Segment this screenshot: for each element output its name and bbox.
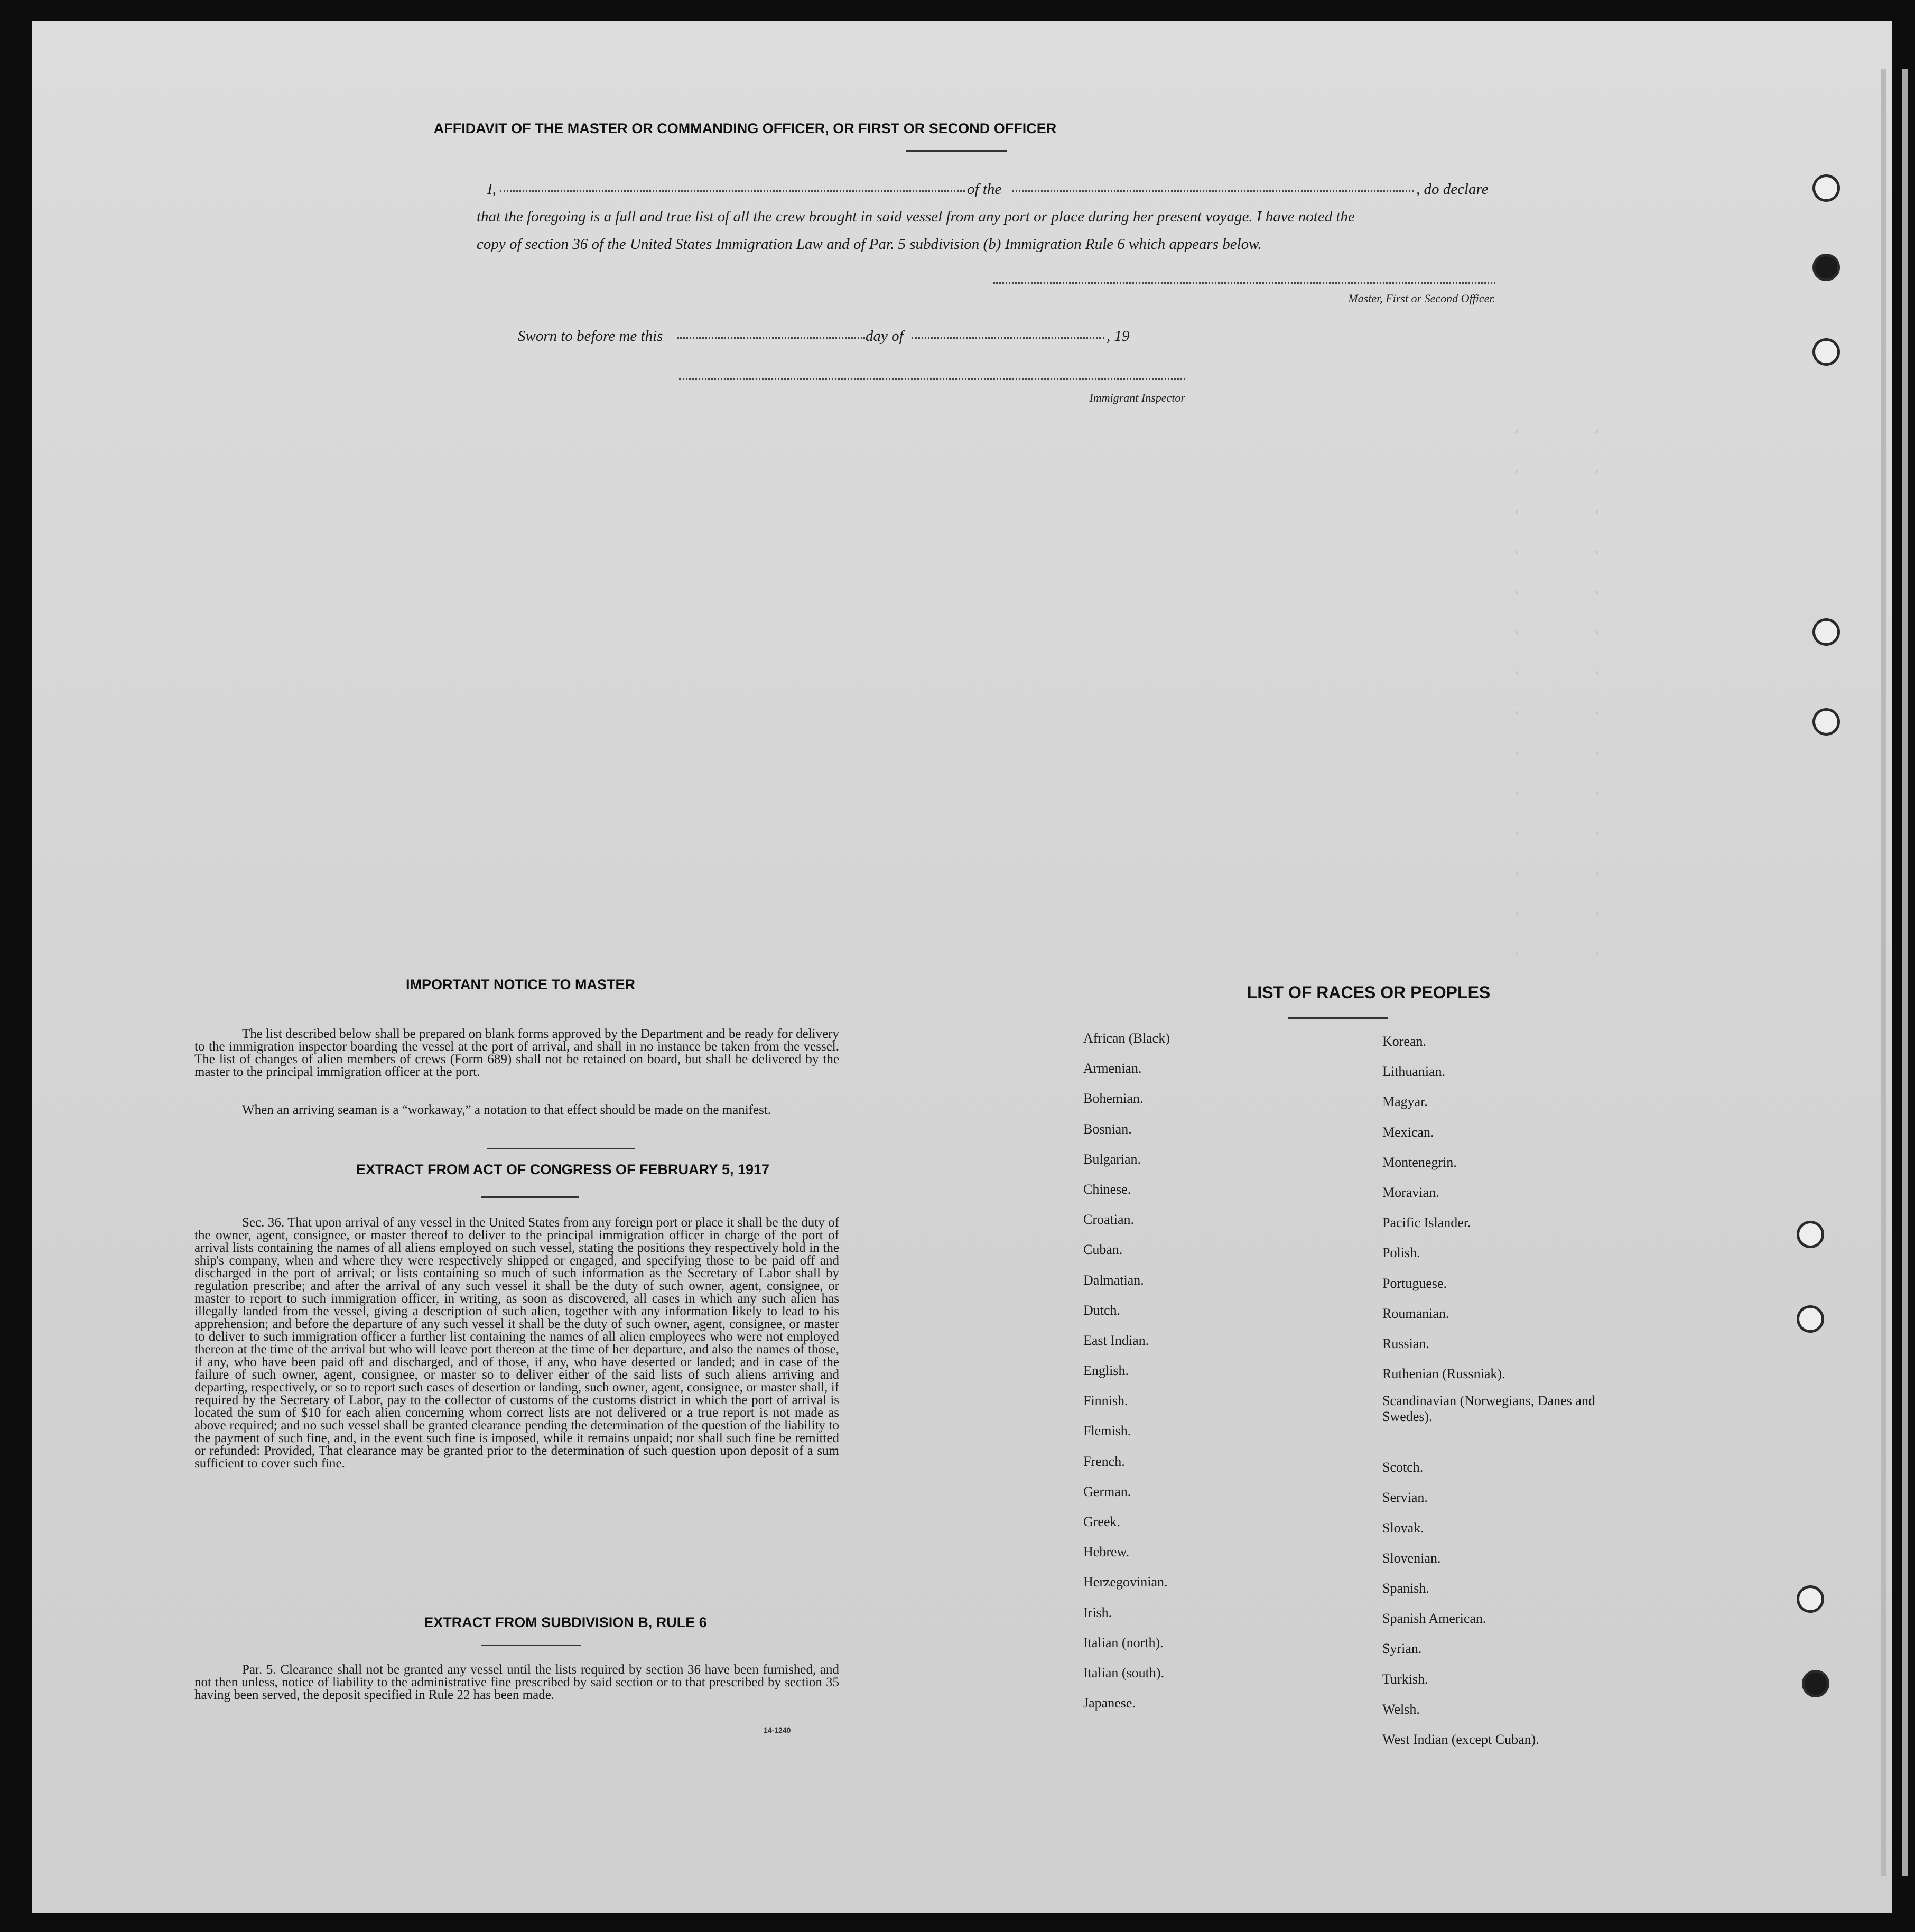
page-edge bbox=[1881, 69, 1886, 1876]
races-list-right bbox=[1382, 1026, 1647, 1754]
race-entry: Flemish. bbox=[1083, 1423, 1131, 1439]
race-entry: Syrian. bbox=[1382, 1641, 1422, 1657]
declarant-label: I, bbox=[487, 181, 496, 198]
section-rule bbox=[481, 1196, 579, 1198]
race-entry: Mexican. bbox=[1382, 1124, 1434, 1140]
race-entry: West Indian (except Cuban). bbox=[1382, 1731, 1539, 1747]
punch-hole bbox=[1812, 618, 1840, 646]
race-entry: Bosnian. bbox=[1083, 1121, 1132, 1137]
rule-title: EXTRACT FROM SUBDIVISION B, RULE 6 bbox=[424, 1614, 707, 1630]
race-entry: Finnish. bbox=[1083, 1393, 1128, 1409]
race-entry: Italian (south). bbox=[1083, 1665, 1165, 1680]
race-entry: French. bbox=[1083, 1453, 1125, 1469]
race-entry: Korean. bbox=[1382, 1034, 1427, 1049]
races-title: LIST OF RACES OR PEOPLES bbox=[1247, 983, 1491, 1002]
race-entry: Italian (north). bbox=[1083, 1634, 1164, 1650]
race-entry: Herzegovinian. bbox=[1083, 1574, 1168, 1590]
punch-hole bbox=[1812, 254, 1840, 281]
of-the-label: of the bbox=[967, 181, 1002, 198]
punch-hole bbox=[1797, 1585, 1824, 1613]
act-section-36-text: Sec. 36. That upon arrival of any vessel in the United States from any foreign port or place it shall be the duty of the owner, agent, consignee, or master thereof to deliver to the principal immigration officer in charge of the port of arrival lists containing the names of all aliens employed on such vessel, stating the positions they respectively hold in the ship's company, when and where they were respectively shipped or engaged, and specifying those to be paid off and discharged in the port of arrival; or lists containing so much of such information as the Secretary of Labor shall by regulation prescribe; and after the arrival of any such vessel it shall be the duty of such owner, agent, consignee, or master to report to such immigration officer, in writing, as soon as discovered, all cases in which any such alien has illegally landed from the vessel, giving a description of such alien, together with any information likely to lead to his apprehension; and before the departure of any such vessel it shall be the duty of such owner, agent, consignee, or master to deliver to such immigration officer a further list containing the names of all alien employees who were not employed thereon at the time of the arrival but who will leave port thereon at the time of her departure, and also the names of those, if any, who have been paid off and discharged, and of those, if any, who have deserted or landed; and in case of the failure of such owner, agent, consignee, or master so to deliver either of the said lists of such aliens arriving and departing, respectively, or so to report such cases of desertion or landing, such owner, agent, consignee, or master shall, if required by the Secretary of Labor, pay to the collector of customs of the customs district in which the port of arrival is located the sum of $10 for each alien concerning whom correct lists are not delivered or a true report is not made as above required; and no such vessel shall be granted clearance pending the determination of the question of the liability to the payment of such fine, and, in the event such fine is imposed, while it remains unpaid; nor shall such fine be remitted or refunded: Provided, That clearance may be granted prior to the determination of such question upon deposit of a sum sufficient to cover such fine. bbox=[194, 1215, 839, 1471]
notice-paragraph-1: The list described below shall be prepared on blank forms approved by the Department and be ready for delivery to the immigration inspector boarding the vessel at the port of arrival, and shall in no instance be taken from the vessel. The list of changes of alien members of crews (Form 689) shall not be retained on board, but shall be delivered by the master to the principal immigration officer at the port. bbox=[194, 1027, 839, 1079]
declaration-line-2: that the foregoing is a full and true list of all the crew brought in said vessel from any port or place during her present voyage. I have noted the bbox=[477, 208, 1355, 225]
race-entry: Japanese. bbox=[1083, 1695, 1136, 1711]
master-caption: Master, First or Second Officer. bbox=[1348, 292, 1495, 305]
inspector-signature-field[interactable] bbox=[679, 378, 1185, 380]
punch-hole bbox=[1802, 1670, 1829, 1697]
punch-hole bbox=[1812, 708, 1840, 736]
race-entry: Chinese. bbox=[1083, 1181, 1131, 1197]
races-list-left bbox=[1083, 1023, 1305, 1718]
master-signature-field[interactable] bbox=[993, 282, 1495, 284]
page-edge bbox=[1902, 69, 1908, 1876]
race-entry: Dutch. bbox=[1083, 1302, 1121, 1318]
race-entry: Welsh. bbox=[1382, 1701, 1420, 1717]
act-title: EXTRACT FROM ACT OF CONGRESS OF FEBRUARY 5, 1917 bbox=[356, 1162, 770, 1177]
race-entry: Moravian. bbox=[1382, 1184, 1439, 1200]
day-of-label: day of bbox=[866, 328, 904, 345]
race-entry: Greek. bbox=[1083, 1514, 1121, 1529]
form-page bbox=[32, 21, 1892, 1913]
race-entry: Cuban. bbox=[1083, 1242, 1123, 1258]
race-entry: Spanish. bbox=[1382, 1581, 1429, 1596]
race-entry: Magyar. bbox=[1382, 1094, 1428, 1110]
race-entry: Ruthenian (Russniak). bbox=[1382, 1366, 1505, 1382]
race-entry: Irish. bbox=[1083, 1604, 1112, 1620]
vessel-name-field[interactable] bbox=[1012, 190, 1414, 192]
race-entry: Russian. bbox=[1382, 1335, 1429, 1351]
punch-hole bbox=[1797, 1221, 1824, 1248]
declaration-line-3: copy of section 36 of the United States Immigration Law and of Par. 5 subdivision (b) Immigration Rule 6 which appears below. bbox=[477, 236, 1262, 253]
race-entry: African (Black) bbox=[1083, 1030, 1170, 1046]
race-entry: Hebrew. bbox=[1083, 1544, 1130, 1560]
inspector-caption: Immigrant Inspector bbox=[1089, 391, 1185, 404]
race-entry: East Indian. bbox=[1083, 1332, 1149, 1348]
race-entry: Pacific Islander. bbox=[1382, 1215, 1471, 1231]
race-entry: Turkish. bbox=[1382, 1671, 1428, 1687]
notice-title: IMPORTANT NOTICE TO MASTER bbox=[406, 977, 635, 992]
title-rule bbox=[906, 150, 1007, 152]
bleed-through-text: · · · · · · · · · · · · · · · · · · · · · · · · · · · · bbox=[1511, 421, 1603, 965]
section-rule bbox=[481, 1645, 581, 1646]
race-entry: Armenian. bbox=[1083, 1061, 1142, 1076]
race-entry: Dalmatian. bbox=[1083, 1272, 1144, 1288]
declarant-name-field[interactable] bbox=[500, 190, 965, 192]
race-entry: Croatian. bbox=[1083, 1212, 1135, 1228]
punch-hole bbox=[1812, 338, 1840, 366]
race-entry: Scandinavian (Norwegians, Danes and Swedes). bbox=[1382, 1393, 1595, 1425]
race-entry: Roumanian. bbox=[1382, 1305, 1449, 1321]
sworn-label: Sworn to before me this bbox=[518, 328, 663, 345]
form-number: 14-1240 bbox=[764, 1726, 791, 1734]
race-entry: Spanish American. bbox=[1382, 1611, 1486, 1627]
race-entry: Slovenian. bbox=[1382, 1550, 1441, 1566]
race-entry: Slovak. bbox=[1382, 1520, 1424, 1536]
do-declare-label: , do declare bbox=[1416, 181, 1489, 198]
race-entry: German. bbox=[1083, 1483, 1131, 1499]
race-entry: English. bbox=[1083, 1363, 1129, 1379]
race-entry: Servian. bbox=[1382, 1490, 1428, 1506]
race-entry: Bulgarian. bbox=[1083, 1151, 1141, 1167]
rule-paragraph-5: Par. 5. Clearance shall not be granted any vessel until the lists required by section 36 have been furnished, and not then unless, notice of liability to the administrative fine prescribed by said section or to that prescribed by section 35 having been served, the deposit specified in Rule 22 has been made. bbox=[194, 1662, 839, 1702]
race-entry: Bohemian. bbox=[1083, 1091, 1144, 1107]
race-entry: Polish. bbox=[1382, 1245, 1420, 1261]
punch-hole bbox=[1812, 174, 1840, 202]
year-label: , 19 bbox=[1107, 328, 1130, 345]
race-entry: Montenegrin. bbox=[1382, 1154, 1457, 1170]
race-entry: Portuguese. bbox=[1382, 1275, 1447, 1291]
race-entry: Lithuanian. bbox=[1382, 1064, 1446, 1080]
notice-paragraph-2: When an arriving seaman is a “workaway,” a notation to that effect should be made on the manifest. bbox=[242, 1103, 771, 1117]
race-entry: Scotch. bbox=[1382, 1460, 1424, 1475]
sworn-day-field[interactable] bbox=[677, 337, 865, 339]
sworn-month-field[interactable] bbox=[912, 337, 1104, 339]
races-title-rule bbox=[1288, 1017, 1388, 1019]
section-rule bbox=[487, 1148, 635, 1149]
affidavit-title: AFFIDAVIT OF THE MASTER OR COMMANDING OFFICER, OR FIRST OR SECOND OFFICER bbox=[433, 120, 1057, 136]
punch-hole bbox=[1797, 1305, 1824, 1333]
